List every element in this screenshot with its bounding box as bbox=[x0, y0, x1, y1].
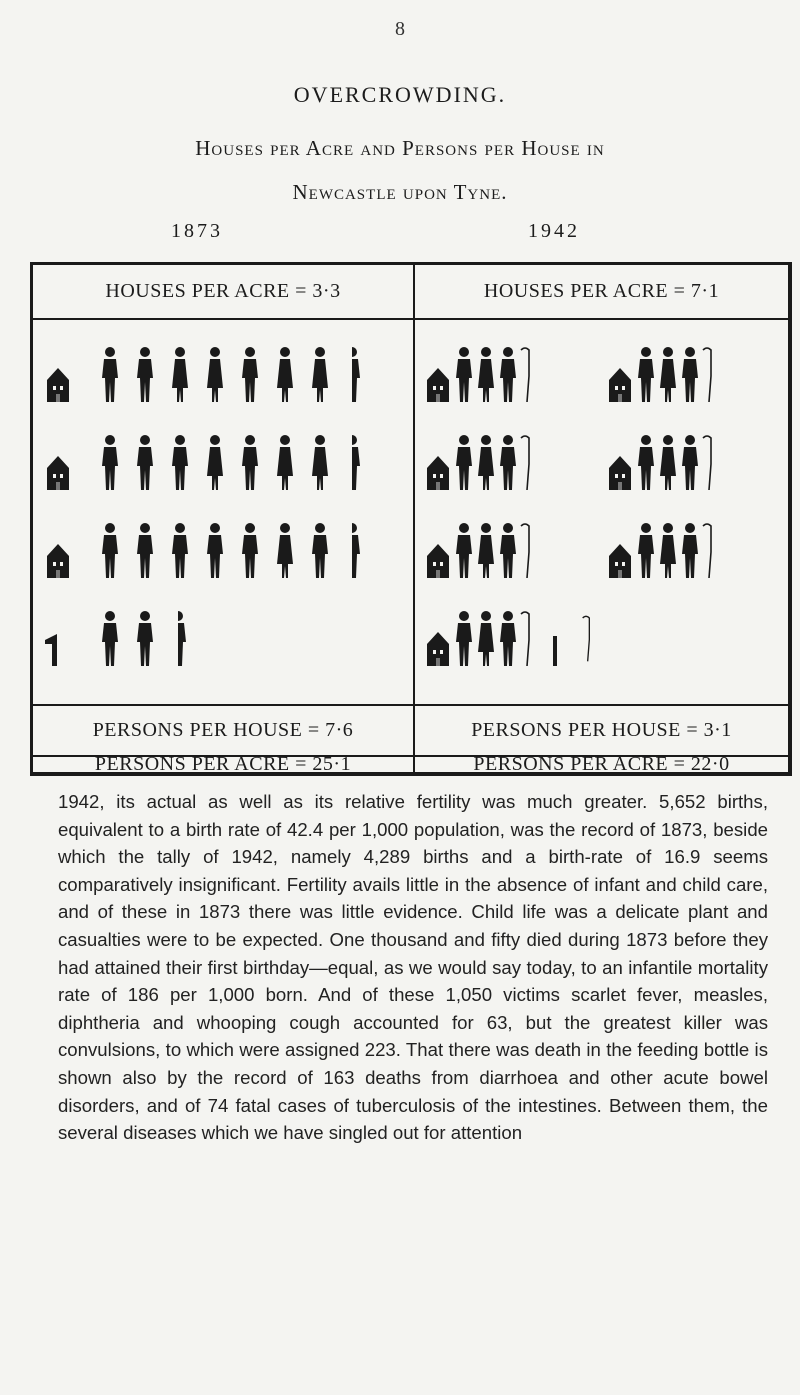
overcrowding-table bbox=[30, 262, 792, 776]
person-icon bbox=[477, 522, 495, 578]
person-icon bbox=[499, 434, 517, 490]
persons-per-house-1873: PERSONS PER HOUSE = 7·6 bbox=[33, 706, 413, 757]
icon-row bbox=[33, 514, 413, 578]
person-icon bbox=[343, 522, 361, 578]
person-icon bbox=[276, 346, 294, 402]
person-icon bbox=[659, 346, 677, 402]
house-icon bbox=[425, 542, 451, 578]
house-icon bbox=[45, 454, 71, 490]
person-icon bbox=[241, 434, 259, 490]
subtitle-line-2: Newcastle upon Tyne. bbox=[292, 180, 508, 204]
person-icon bbox=[311, 346, 329, 402]
person-icon bbox=[101, 522, 119, 578]
icon-row bbox=[33, 338, 413, 402]
persons-per-acre-1942: PERSONS PER ACRE = 22·0 bbox=[473, 753, 730, 775]
year-1873: 1873 bbox=[171, 220, 223, 242]
person-icon bbox=[311, 522, 329, 578]
person-icon bbox=[637, 522, 655, 578]
houses-per-acre-1942: HOUSES PER ACRE = 7·1 bbox=[415, 265, 788, 320]
persons-per-acre-1873: PERSONS PER ACRE = 25·1 bbox=[94, 753, 352, 775]
person-outline-icon bbox=[701, 522, 713, 578]
person-icon bbox=[101, 610, 119, 666]
person-icon bbox=[241, 346, 259, 402]
page-title: OVERCROWDING. bbox=[293, 82, 507, 107]
person-icon bbox=[171, 434, 189, 490]
person-outline-icon bbox=[519, 346, 531, 402]
person-icon bbox=[477, 434, 495, 490]
year-1942: 1942 bbox=[528, 220, 580, 242]
body-paragraph: 1942, its actual as well as its relative fertility was much greater. 5,652 births, equivalent to a birth rate of 42.4 per 1,000 population, was the record of 1873, beside which the tally of 1942, namely 4,289 births and a birth-rate of 16.9 seems comparatively insignificant. Fertility avails little in the absence of infant and child care, and of these in 1873 there was little evidence. Child life was a delicate plant and casualties were to be expected. One thousand and fifty died during 1873 before they had attained their first birthday—equal, as we would say today, to an infantile mortality rate of 186 per 1,000 born. And of these 1,050 victims scarlet fever, measles, diphtheria and whooping cough accounted for 63, but the greatest killer was convulsions, to which were assigned 223. That there was death in the feeding bottle is shown also by the record of 163 deaths from diarrhoea and other acute bowel disorders, and of 74 fatal cases of tuberculosis of the intestines. Between them, the several diseases which we have singled out for attention bbox=[58, 791, 768, 1144]
person-icon bbox=[637, 346, 655, 402]
house-icon bbox=[425, 366, 451, 402]
person-icon bbox=[455, 346, 473, 402]
person-icon bbox=[171, 346, 189, 402]
house-icon bbox=[607, 542, 633, 578]
house-icon bbox=[607, 454, 633, 490]
house-icon bbox=[607, 366, 633, 402]
person-outline-icon bbox=[701, 434, 713, 490]
person-outline-icon bbox=[701, 346, 713, 402]
person-icon bbox=[241, 522, 259, 578]
house-icon bbox=[425, 454, 451, 490]
page-number: 8 bbox=[395, 18, 405, 40]
person-outline-icon bbox=[519, 434, 531, 490]
icon-row bbox=[415, 338, 788, 402]
person-icon bbox=[455, 434, 473, 490]
person-icon bbox=[136, 522, 154, 578]
column-1873 bbox=[33, 265, 415, 775]
person-icon bbox=[136, 346, 154, 402]
person-icon bbox=[101, 434, 119, 490]
person-icon bbox=[477, 610, 495, 666]
person-icon bbox=[659, 522, 677, 578]
person-icon bbox=[311, 434, 329, 490]
person-icon bbox=[477, 346, 495, 402]
person-outline-icon bbox=[519, 522, 531, 578]
person-icon bbox=[455, 522, 473, 578]
person-outline-icon bbox=[519, 610, 531, 666]
icon-row bbox=[415, 514, 788, 578]
house-icon bbox=[45, 542, 71, 578]
person-icon bbox=[136, 610, 154, 666]
subtitle-line-1: Houses per Acre and Persons per House in bbox=[195, 136, 605, 160]
person-icon bbox=[637, 434, 655, 490]
column-1942 bbox=[415, 265, 788, 775]
person-icon bbox=[206, 522, 224, 578]
person-icon bbox=[169, 610, 187, 666]
person-icon bbox=[499, 346, 517, 402]
person-icon bbox=[171, 522, 189, 578]
person-icon bbox=[101, 346, 119, 402]
person-outline-icon bbox=[581, 610, 591, 666]
house-icon bbox=[425, 630, 451, 666]
icon-row bbox=[415, 602, 788, 666]
partial-house-icon bbox=[43, 630, 59, 666]
person-icon bbox=[276, 522, 294, 578]
houses-per-acre-1873: HOUSES PER ACRE = 3·3 bbox=[33, 265, 413, 320]
person-icon bbox=[499, 522, 517, 578]
icon-row bbox=[33, 602, 413, 666]
house-icon bbox=[45, 366, 71, 402]
pictogram-1873 bbox=[33, 320, 413, 706]
person-icon bbox=[455, 610, 473, 666]
partial-house-icon bbox=[552, 636, 558, 666]
person-icon bbox=[343, 346, 361, 402]
person-icon bbox=[659, 434, 677, 490]
person-icon bbox=[681, 434, 699, 490]
person-icon bbox=[681, 522, 699, 578]
person-icon bbox=[206, 346, 224, 402]
person-icon bbox=[136, 434, 154, 490]
icon-row bbox=[415, 426, 788, 490]
person-icon bbox=[276, 434, 294, 490]
pictogram-1942 bbox=[415, 320, 788, 706]
icon-row bbox=[33, 426, 413, 490]
persons-per-house-1942: PERSONS PER HOUSE = 3·1 bbox=[415, 706, 788, 757]
person-icon bbox=[206, 434, 224, 490]
person-icon bbox=[681, 346, 699, 402]
person-icon bbox=[343, 434, 361, 490]
person-icon bbox=[499, 610, 517, 666]
